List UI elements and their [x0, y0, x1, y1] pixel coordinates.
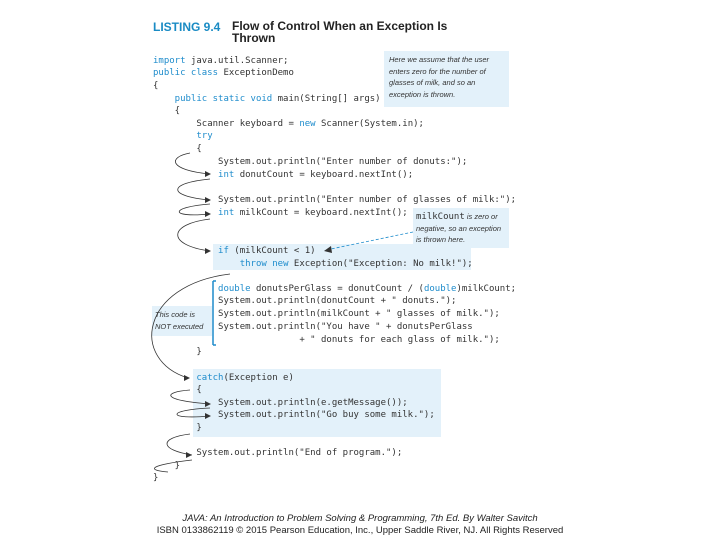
code-keyword: int	[218, 170, 235, 180]
code-keyword: double	[423, 284, 457, 294]
code-text: java.util.Scanner;	[185, 56, 289, 66]
code-keyword: int	[218, 208, 235, 218]
code-keyword: throw new	[239, 259, 289, 269]
code-text: )milkCount;	[456, 284, 517, 294]
code-keyword: double	[218, 284, 251, 294]
listing-number: LISTING 9.4	[153, 20, 221, 34]
code-text: (milkCount < 1)	[228, 246, 316, 256]
code-keyword: import	[153, 56, 186, 66]
code-text: {	[174, 106, 181, 116]
code-text: System.out.println("End of program.");	[196, 448, 403, 458]
code-text: ExceptionDemo	[218, 68, 294, 78]
code-text: (Exception e)	[223, 373, 294, 383]
footer-copyright: ISBN 0133862119 © 2015 Pearson Education, Inc., Upper Saddle River, NJ. All Rights Reserved	[156, 525, 564, 536]
milk-callout-code: milkCount	[416, 212, 465, 222]
code-keyword: new	[299, 119, 316, 129]
code-text: {	[196, 144, 202, 154]
skipped-code-bracket	[213, 281, 216, 345]
code-text: System.out.println(e.getMessage());	[218, 398, 408, 408]
code-text: System.out.println(milkCount + " glasses of milk.");	[218, 309, 500, 319]
assume-callout: Here we assume that the user enters zero for the number of glasses of milk, and so an exception is thrown.	[389, 55, 490, 99]
code-text: + " donuts for each glass of milk.");	[299, 335, 500, 345]
code-keyword: public class	[153, 68, 219, 78]
code-text: }	[196, 423, 202, 433]
code-keyword: public static void	[174, 94, 273, 104]
code-text: Exception("Exception: No milk!");	[288, 259, 473, 269]
code-text: Scanner(System.in);	[315, 119, 424, 129]
code-text: }	[174, 461, 181, 471]
code-keyword: catch	[196, 373, 224, 383]
footer-title: JAVA: An Introduction to Problem Solving & Programming, 7th Ed. By Walter Savitch	[182, 513, 538, 524]
not-executed-note: This code is NOT executed	[155, 310, 204, 331]
code-text: System.out.println("You have " + donutsPerGlass	[218, 322, 473, 332]
code-text: {	[153, 81, 159, 91]
code-text: donutsPerGlass = donutCount / (	[250, 284, 424, 294]
code-keyword: try	[196, 131, 213, 141]
code-text: Scanner keyboard =	[196, 119, 300, 129]
code-text: System.out.println("Enter number of glasses of milk:");	[218, 195, 517, 205]
code-text: donutCount = keyboard.nextInt();	[234, 170, 414, 180]
code-text: milkCount = keyboard.nextInt();	[234, 208, 408, 218]
milk-callout-text: is zero or negative, so an exception is thrown here.	[416, 212, 502, 244]
listing-title: Flow of Control When an Exception Is Thrown	[232, 19, 448, 45]
code-text: }	[153, 473, 159, 483]
code-text: System.out.println("Go buy some milk.");	[218, 410, 435, 420]
code-text: System.out.println(donutCount + " donuts.");	[218, 296, 457, 306]
code-text: main(String[] args)	[272, 94, 381, 104]
code-text: {	[196, 385, 202, 395]
code-keyword: if	[218, 246, 229, 256]
code-text: }	[196, 347, 202, 357]
code-text: System.out.println("Enter number of donuts:");	[218, 157, 468, 167]
